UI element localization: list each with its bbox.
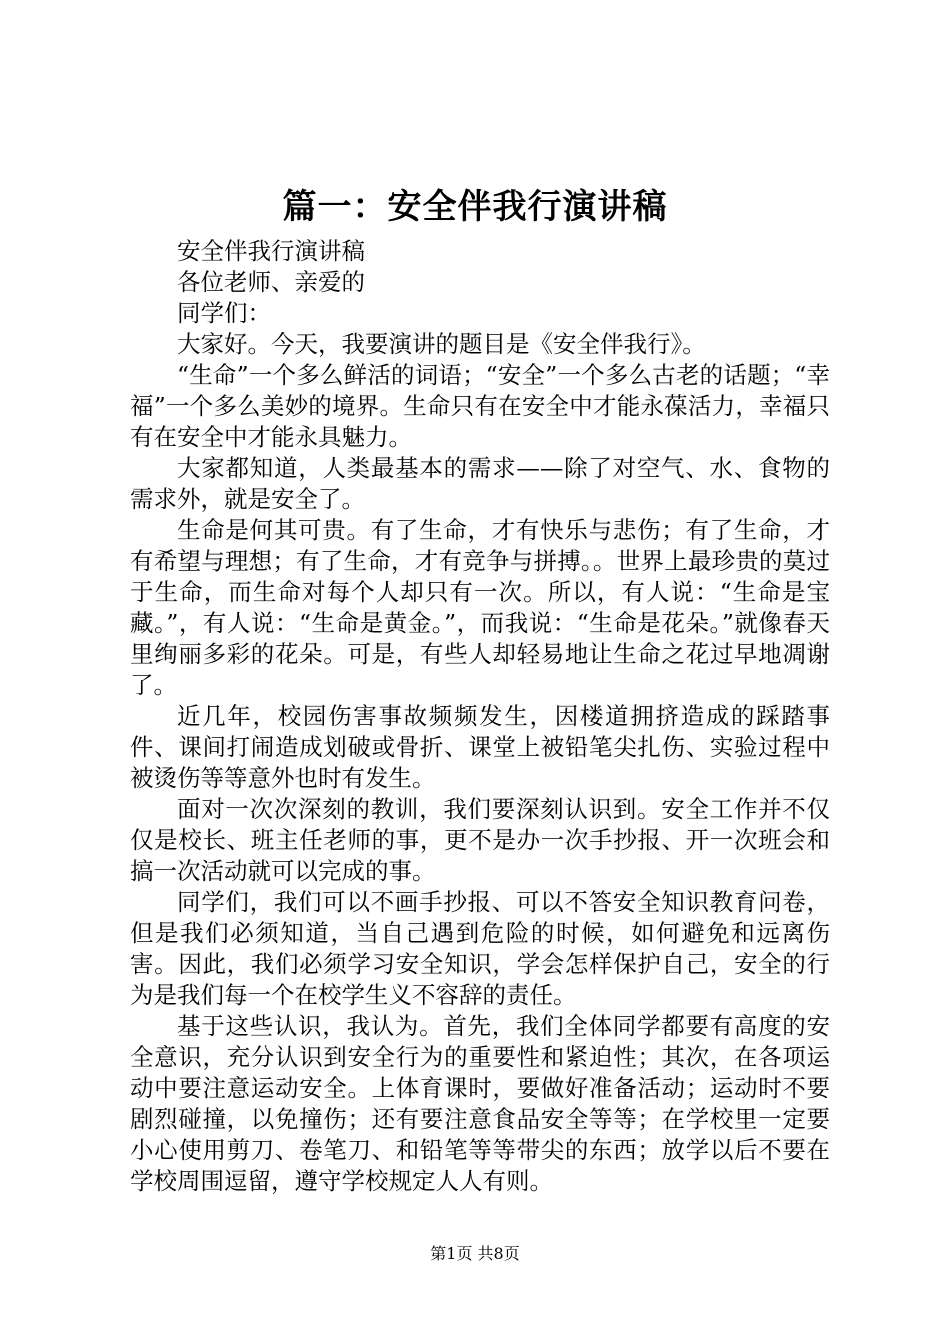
paragraph: 安全伴我行演讲稿 [177,237,365,265]
paragraph: 大家好。今天，我要演讲的题目是《安全伴我行》。 [177,330,706,358]
page-footer: 第1页 共8页 [430,1244,520,1263]
paragraph: 同学们： [177,299,271,327]
paragraph: 生命是何其可贵。有了生命，才有快乐与悲伤；有了生命，才有希望与理想；有了生命，才有竞争与拼搏。。世界上最珍贵的莫过于生命，而生命对每个人却只有一次。所以，有人说：“生命是宝藏。”，有人说：“生命是黄金。”，而我说：“生命是花朵。”就像春天里绚丽多彩的花朵。可是，有些人却轻易地让生命之花过早地凋谢了。 [130,516,830,699]
document-title: 篇一：安全伴我行演讲稿 [282,187,668,227]
paragraph: 近几年，校园伤害事故频频发生，因楼道拥挤造成的踩踏事件、课间打闹造成划破或骨折、课堂上被铅笔尖扎伤、实验过程中被烫伤等等意外也时有发生。 [130,702,830,792]
paragraph: 同学们，我们可以不画手抄报、可以不答安全知识教育问卷，但是我们必须知道，当自己遇到危险的时候，如何避免和远离伤害。因此，我们必须学习安全知识，学会怎样保护自己，安全的行为是我们每一个在校学生义不容辞的责任。 [130,888,830,1009]
paragraph: 基于这些认识，我认为。首先，我们全体同学都要有高度的安全意识，充分认识到安全行为的重要性和紧迫性；其次，在各项运动中要注意运动安全。上体育课时，要做好准备活动；运动时不要剧烈碰撞，以免撞伤；还有要注意食品安全等等；在学校里一定要小心使用剪刀、卷笔刀、和铅笔等等带尖的东西；放学以后不要在学校周围逗留，遵守学校规定人人有则。 [130,1012,830,1195]
paragraph: “生命”一个多么鲜活的词语；“安全”一个多么古老的话题；“幸福”一个多么美妙的境界。生命只有在安全中才能永葆活力，幸福只有在安全中才能永具魅力。 [130,361,830,451]
paragraph: 面对一次次深刻的教训，我们要深刻认识到。安全工作并不仅仅是校长、班主任老师的事，更不是办一次手抄报、开一次班会和搞一次活动就可以完成的事。 [130,795,830,885]
paragraph: 大家都知道，人类最基本的需求——除了对空气、水、食物的需求外，就是安全了。 [130,454,830,513]
paragraph: 各位老师、亲爱的 [177,268,365,296]
document-body [130,236,830,1197]
